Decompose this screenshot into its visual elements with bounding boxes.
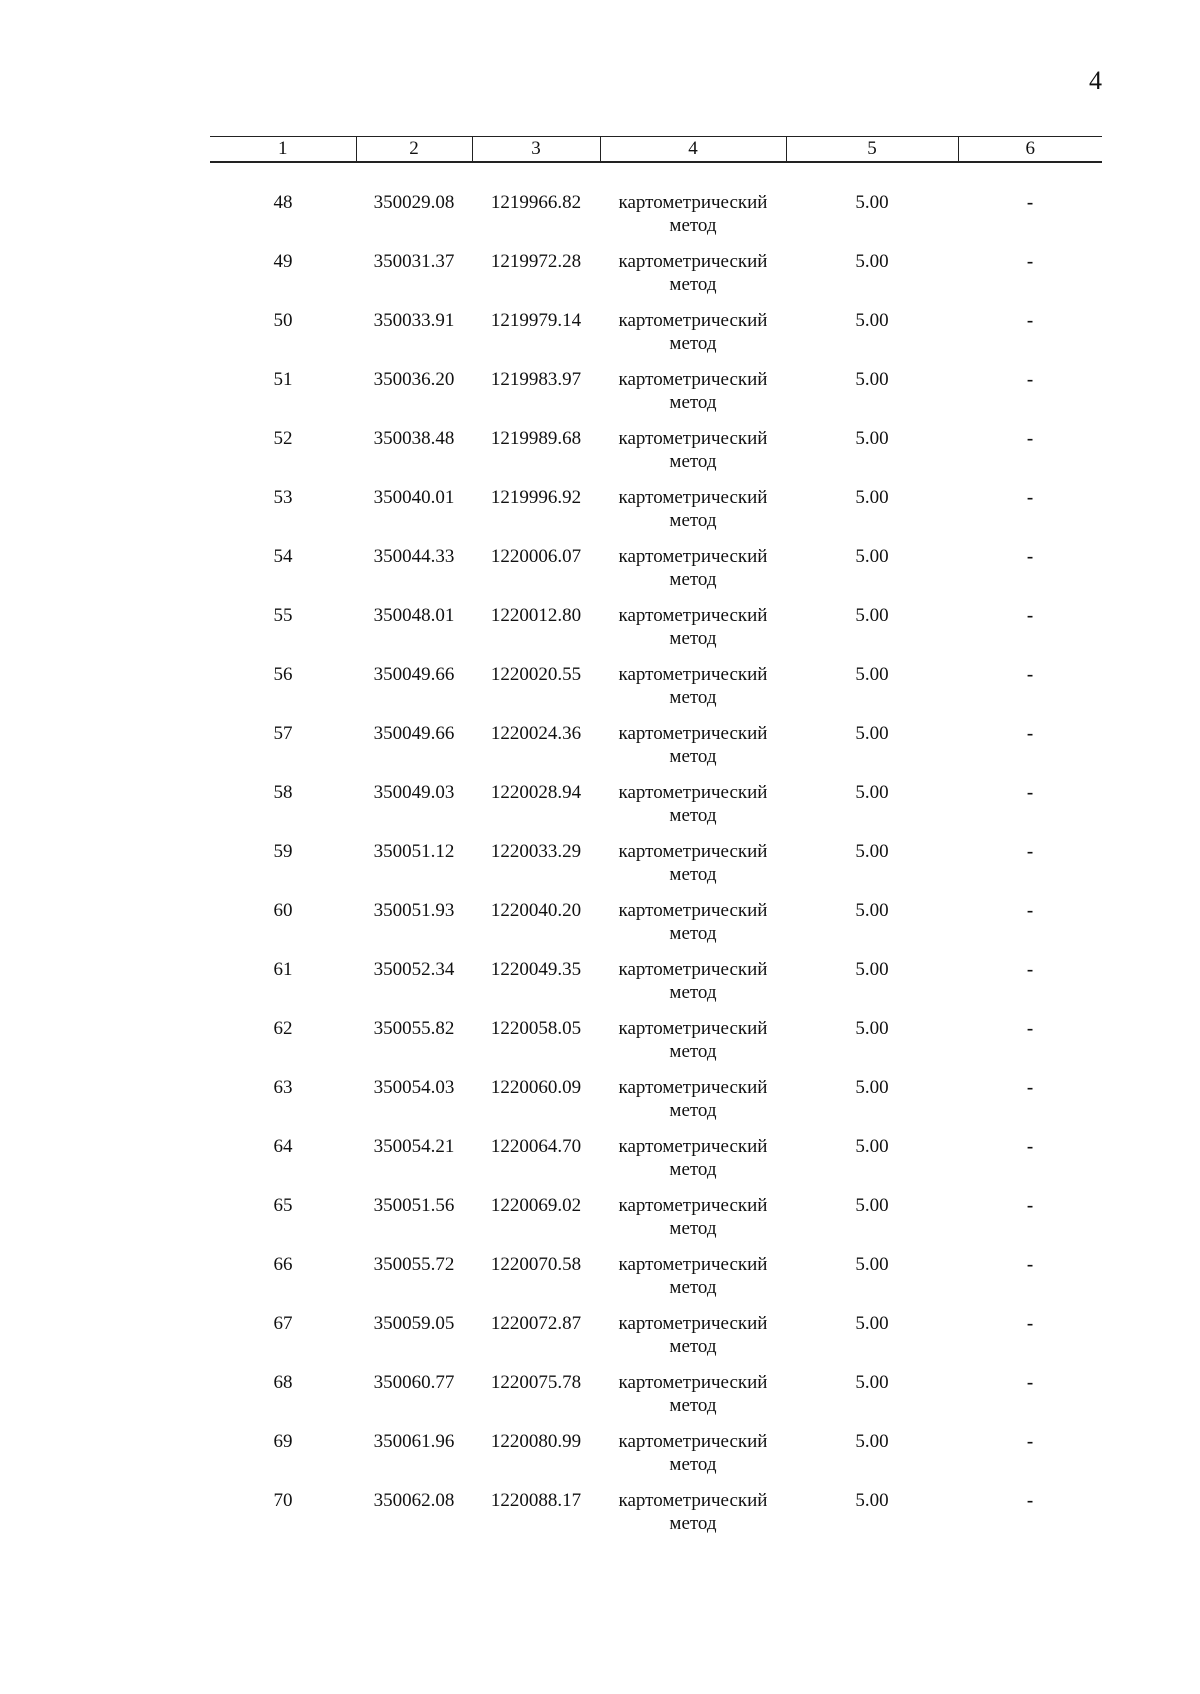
x-coordinate-cell: 350055.72 [373,1254,455,1275]
method-text-line2: метод [669,1041,717,1062]
point-number-cell: 55 [273,605,293,626]
method-text-line2: метод [669,1336,717,1357]
y-coordinate-cell: 1220080.99 [490,1431,582,1452]
x-coordinate-cell: 350029.08 [373,192,455,213]
accuracy-cell: 5.00 [855,1431,889,1452]
table-row [210,250,1102,309]
method-text-line2: метод [669,392,717,413]
column-header-1: 1 [210,137,356,163]
method-text-line2: метод [669,746,717,767]
x-coordinate-cell: 350049.03 [373,782,455,803]
x-coordinate-cell: 350044.33 [373,546,455,567]
x-coordinate-cell: 350033.91 [373,310,455,331]
accuracy-cell: 5.00 [855,1018,889,1039]
point-number-cell: 54 [273,546,293,567]
y-coordinate-cell: 1220064.70 [490,1136,582,1157]
y-coordinate-cell: 1220075.78 [490,1372,582,1393]
description-cell: - [1026,959,1034,980]
y-coordinate-cell: 1219996.92 [490,487,582,508]
coordinates-table [210,136,1102,1548]
table-header [210,137,1102,163]
description-cell: - [1026,900,1034,921]
method-text-line2: метод [669,1454,717,1475]
method-cell [600,1489,786,1548]
method-cell [600,663,786,722]
table-body [210,162,1102,1548]
description-cell: - [1026,428,1034,449]
description-cell: - [1026,1136,1034,1157]
description-cell: - [1026,251,1034,272]
method-text-line1: картометрический [618,487,768,508]
accuracy-cell: 5.00 [855,900,889,921]
y-coordinate-cell: 1219989.68 [490,428,582,449]
point-number-cell: 66 [273,1254,293,1275]
method-cell [600,840,786,899]
method-cell [600,1017,786,1076]
method-text-line1: картометрический [618,1490,768,1511]
accuracy-cell: 5.00 [855,723,889,744]
table-row [210,1017,1102,1076]
table-row [210,663,1102,722]
point-number-cell: 53 [273,487,293,508]
point-number-cell: 60 [273,900,293,921]
x-coordinate-cell: 350052.34 [373,959,455,980]
y-coordinate-cell: 1220012.80 [490,605,582,626]
method-cell [600,1135,786,1194]
table-row [210,1253,1102,1312]
method-cell [600,1430,786,1489]
method-text-line1: картометрический [618,605,768,626]
method-text-line2: метод [669,1100,717,1121]
method-cell [600,1371,786,1430]
column-header-4: 4 [600,137,786,163]
point-number-cell: 56 [273,664,293,685]
method-text-line1: картометрический [618,959,768,980]
point-number-cell: 67 [273,1313,293,1334]
accuracy-cell: 5.00 [855,251,889,272]
accuracy-cell: 5.00 [855,605,889,626]
column-header-2: 2 [356,137,472,163]
method-cell [600,899,786,958]
accuracy-cell: 5.00 [855,369,889,390]
method-text-line2: метод [669,1277,717,1298]
y-coordinate-cell: 1220069.02 [490,1195,582,1216]
table-row [210,162,1102,250]
method-text-line1: картометрический [618,428,768,449]
method-cell [600,1312,786,1371]
description-cell: - [1026,1077,1034,1098]
description-cell: - [1026,192,1034,213]
accuracy-cell: 5.00 [855,841,889,862]
description-cell: - [1026,782,1034,803]
y-coordinate-cell: 1220006.07 [490,546,582,567]
description-cell: - [1026,310,1034,331]
method-text-line2: метод [669,1395,717,1416]
x-coordinate-cell: 350062.08 [373,1490,455,1511]
point-number-cell: 57 [273,723,293,744]
method-text-line1: картометрический [618,1136,768,1157]
method-text-line1: картометрический [618,841,768,862]
point-number-cell: 64 [273,1136,293,1157]
accuracy-cell: 5.00 [855,546,889,567]
description-cell: - [1026,487,1034,508]
y-coordinate-cell: 1219983.97 [490,369,582,390]
y-coordinate-cell: 1220040.20 [490,900,582,921]
method-text-line1: картометрический [618,310,768,331]
description-cell: - [1026,1431,1034,1452]
table-row [210,722,1102,781]
method-cell [600,958,786,1017]
point-number-cell: 59 [273,841,293,862]
header-row [210,137,1102,163]
method-text-line2: метод [669,333,717,354]
method-text-line2: метод [669,510,717,531]
accuracy-cell: 5.00 [855,782,889,803]
method-cell [600,545,786,604]
accuracy-cell: 5.00 [855,310,889,331]
table-row [210,427,1102,486]
column-header-3: 3 [472,137,600,163]
method-text-line2: метод [669,215,717,236]
description-cell: - [1026,1254,1034,1275]
table-row [210,1076,1102,1135]
description-cell: - [1026,723,1034,744]
accuracy-cell: 5.00 [855,1490,889,1511]
table-row [210,1371,1102,1430]
table-row [210,840,1102,899]
method-text-line1: картометрический [618,1431,768,1452]
method-cell [600,486,786,545]
x-coordinate-cell: 350055.82 [373,1018,455,1039]
table-row [210,958,1102,1017]
point-number-cell: 58 [273,782,293,803]
description-cell: - [1026,1018,1034,1039]
method-text-line1: картометрический [618,782,768,803]
method-text-line2: метод [669,1159,717,1180]
accuracy-cell: 5.00 [855,1372,889,1393]
method-text-line1: картометрический [618,723,768,744]
table-row [210,604,1102,663]
point-number-cell: 50 [273,310,293,331]
description-cell: - [1026,1195,1034,1216]
accuracy-cell: 5.00 [855,192,889,213]
y-coordinate-cell: 1220088.17 [490,1490,582,1511]
method-text-line2: метод [669,687,717,708]
table-row [210,486,1102,545]
x-coordinate-cell: 350054.03 [373,1077,455,1098]
coordinates-table-container [210,136,1102,1548]
description-cell: - [1026,369,1034,390]
x-coordinate-cell: 350059.05 [373,1313,455,1334]
description-cell: - [1026,1313,1034,1334]
description-cell: - [1026,664,1034,685]
x-coordinate-cell: 350051.56 [373,1195,455,1216]
method-text-line1: картометрический [618,664,768,685]
y-coordinate-cell: 1220028.94 [490,782,582,803]
y-coordinate-cell: 1220024.36 [490,723,582,744]
accuracy-cell: 5.00 [855,664,889,685]
page-number: 4 [1089,66,1102,95]
method-cell [600,722,786,781]
x-coordinate-cell: 350061.96 [373,1431,455,1452]
point-number-cell: 61 [273,959,293,980]
description-cell: - [1026,1372,1034,1393]
method-text-line2: метод [669,805,717,826]
x-coordinate-cell: 350040.01 [373,487,455,508]
method-cell [600,1253,786,1312]
table-row [210,1489,1102,1548]
accuracy-cell: 5.00 [855,1136,889,1157]
method-text-line1: картометрический [618,1313,768,1334]
x-coordinate-cell: 350049.66 [373,723,455,744]
accuracy-cell: 5.00 [855,428,889,449]
method-text-line1: картометрический [618,900,768,921]
method-text-line2: метод [669,1218,717,1239]
point-number-cell: 63 [273,1077,293,1098]
point-number-cell: 51 [273,369,293,390]
table-row [210,368,1102,427]
method-cell [600,250,786,309]
table-row [210,1430,1102,1489]
column-header-5: 5 [786,137,958,163]
x-coordinate-cell: 350051.93 [373,900,455,921]
method-text-line1: картометрический [618,1254,768,1275]
point-number-cell: 48 [273,192,293,213]
method-cell [600,368,786,427]
method-text-line2: метод [669,451,717,472]
method-cell [600,1194,786,1253]
description-cell: - [1026,841,1034,862]
method-cell [600,604,786,663]
x-coordinate-cell: 350031.37 [373,251,455,272]
table-row [210,545,1102,604]
table-row [210,309,1102,368]
point-number-cell: 70 [273,1490,293,1511]
table-row [210,781,1102,840]
table-row [210,1312,1102,1371]
method-text-line1: картометрический [618,1195,768,1216]
table-row [210,1135,1102,1194]
method-cell [600,1076,786,1135]
x-coordinate-cell: 350051.12 [373,841,455,862]
method-cell [600,162,786,250]
description-cell: - [1026,546,1034,567]
point-number-cell: 65 [273,1195,293,1216]
y-coordinate-cell: 1220060.09 [490,1077,582,1098]
point-number-cell: 49 [273,251,293,272]
description-cell: - [1026,605,1034,626]
y-coordinate-cell: 1219972.28 [490,251,582,272]
y-coordinate-cell: 1219966.82 [490,192,582,213]
accuracy-cell: 5.00 [855,487,889,508]
method-text-line1: картометрический [618,251,768,272]
accuracy-cell: 5.00 [855,1077,889,1098]
y-coordinate-cell: 1220033.29 [490,841,582,862]
method-text-line1: картометрический [618,1372,768,1393]
method-cell [600,781,786,840]
y-coordinate-cell: 1220070.58 [490,1254,582,1275]
table-row [210,1194,1102,1253]
x-coordinate-cell: 350048.01 [373,605,455,626]
x-coordinate-cell: 350049.66 [373,664,455,685]
x-coordinate-cell: 350036.20 [373,369,455,390]
method-text-line2: метод [669,864,717,885]
point-number-cell: 52 [273,428,293,449]
method-text-line2: метод [669,569,717,590]
x-coordinate-cell: 350038.48 [373,428,455,449]
x-coordinate-cell: 350054.21 [373,1136,455,1157]
table-row [210,899,1102,958]
method-text-line1: картометрический [618,192,768,213]
accuracy-cell: 5.00 [855,1313,889,1334]
x-coordinate-cell: 350060.77 [373,1372,455,1393]
method-text-line2: метод [669,923,717,944]
method-cell [600,309,786,368]
method-text-line2: метод [669,274,717,295]
method-text-line2: метод [669,982,717,1003]
method-text-line2: метод [669,1513,717,1534]
accuracy-cell: 5.00 [855,1195,889,1216]
method-text-line1: картометрический [618,369,768,390]
y-coordinate-cell: 1220049.35 [490,959,582,980]
method-text-line1: картометрический [618,1018,768,1039]
y-coordinate-cell: 1220058.05 [490,1018,582,1039]
y-coordinate-cell: 1219979.14 [490,310,582,331]
method-cell [600,427,786,486]
method-text-line1: картометрический [618,546,768,567]
point-number-cell: 69 [273,1431,293,1452]
method-text-line2: метод [669,628,717,649]
point-number-cell: 62 [273,1018,293,1039]
accuracy-cell: 5.00 [855,1254,889,1275]
y-coordinate-cell: 1220072.87 [490,1313,582,1334]
description-cell: - [1026,1490,1034,1511]
point-number-cell: 68 [273,1372,293,1393]
y-coordinate-cell: 1220020.55 [490,664,582,685]
method-text-line1: картометрический [618,1077,768,1098]
column-header-6: 6 [958,137,1102,163]
accuracy-cell: 5.00 [855,959,889,980]
